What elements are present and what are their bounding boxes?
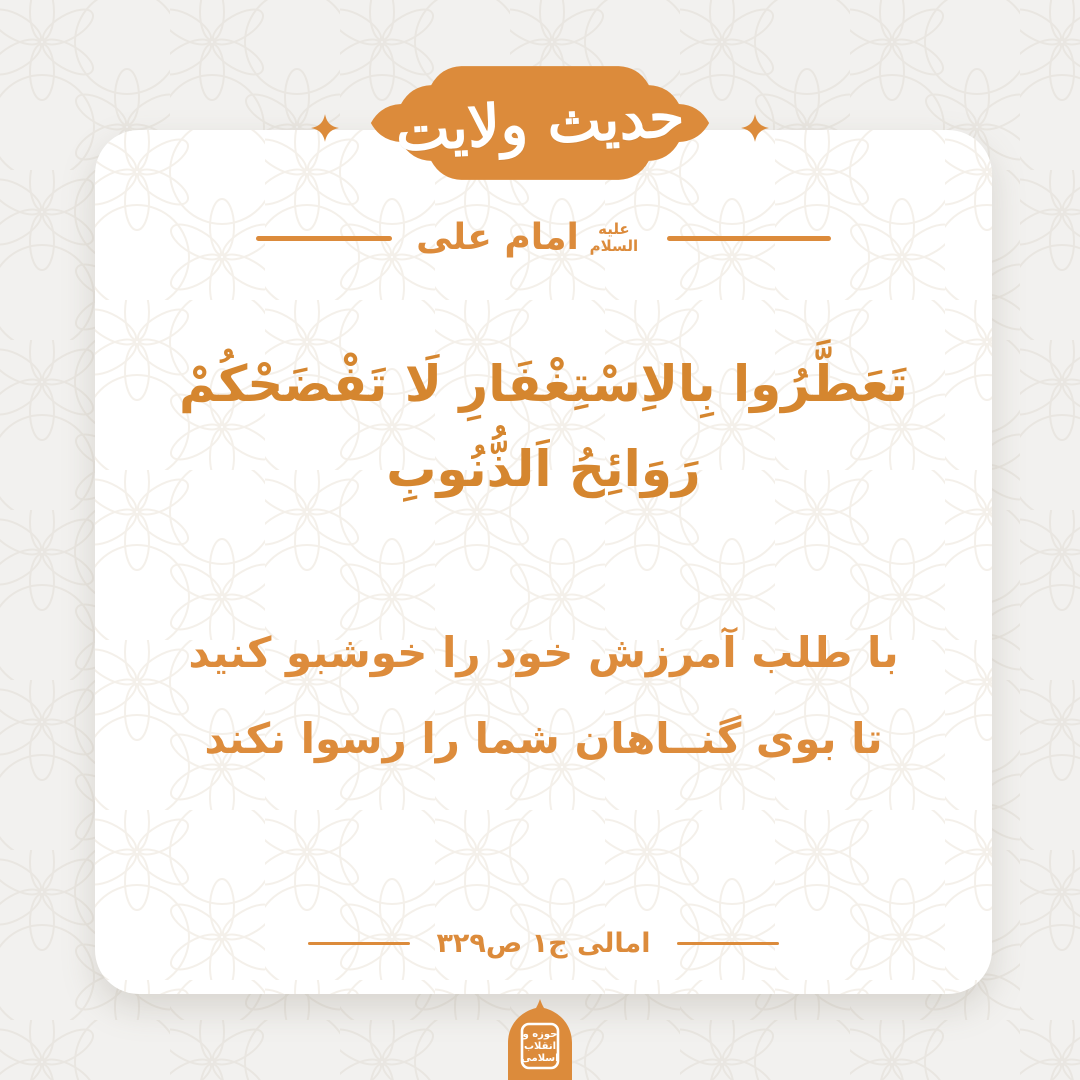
mosque-dome-icon <box>502 999 578 1080</box>
diamond-ornament-left-icon <box>310 113 340 143</box>
source-citation: امالی ج۱ ص۳۲۹ <box>436 927 651 959</box>
attribution-divider-right <box>667 236 831 241</box>
header-badge <box>363 60 717 186</box>
honorific-calligraphy: علیه السلام <box>589 219 639 255</box>
translation-line-1: با طلب آمرزش خود را خوشبو کنید <box>188 628 899 677</box>
attribution-row <box>95 210 992 266</box>
logo-text-line-1: حوزه و <box>522 1029 558 1040</box>
logo-text-line-2: انقلاب <box>523 1041 557 1052</box>
imam-name: امام علی <box>416 217 579 258</box>
attribution-divider-left <box>256 236 392 241</box>
logo-text-line-3: اسلامی <box>521 1053 559 1064</box>
diamond-ornament-right-icon <box>740 113 770 143</box>
translation-line-2: تا بوی گنــاهان شما را رسوا نکند <box>204 714 883 763</box>
badge-title-calligraphy: حدیث ولایت <box>394 81 686 165</box>
source-divider-right <box>677 942 779 945</box>
publisher-logo <box>502 999 578 1080</box>
hadith-arabic-text: تَعَطَّرُوا بِالاِسْتِغْفَارِ لَا تَفْضَحْكُمْ رَوَائِحُ اَلذُّنُوبِ <box>179 355 908 498</box>
source-row <box>95 920 992 966</box>
quote-card <box>95 130 992 994</box>
attribution-text <box>416 217 643 258</box>
source-divider-left <box>308 942 410 945</box>
